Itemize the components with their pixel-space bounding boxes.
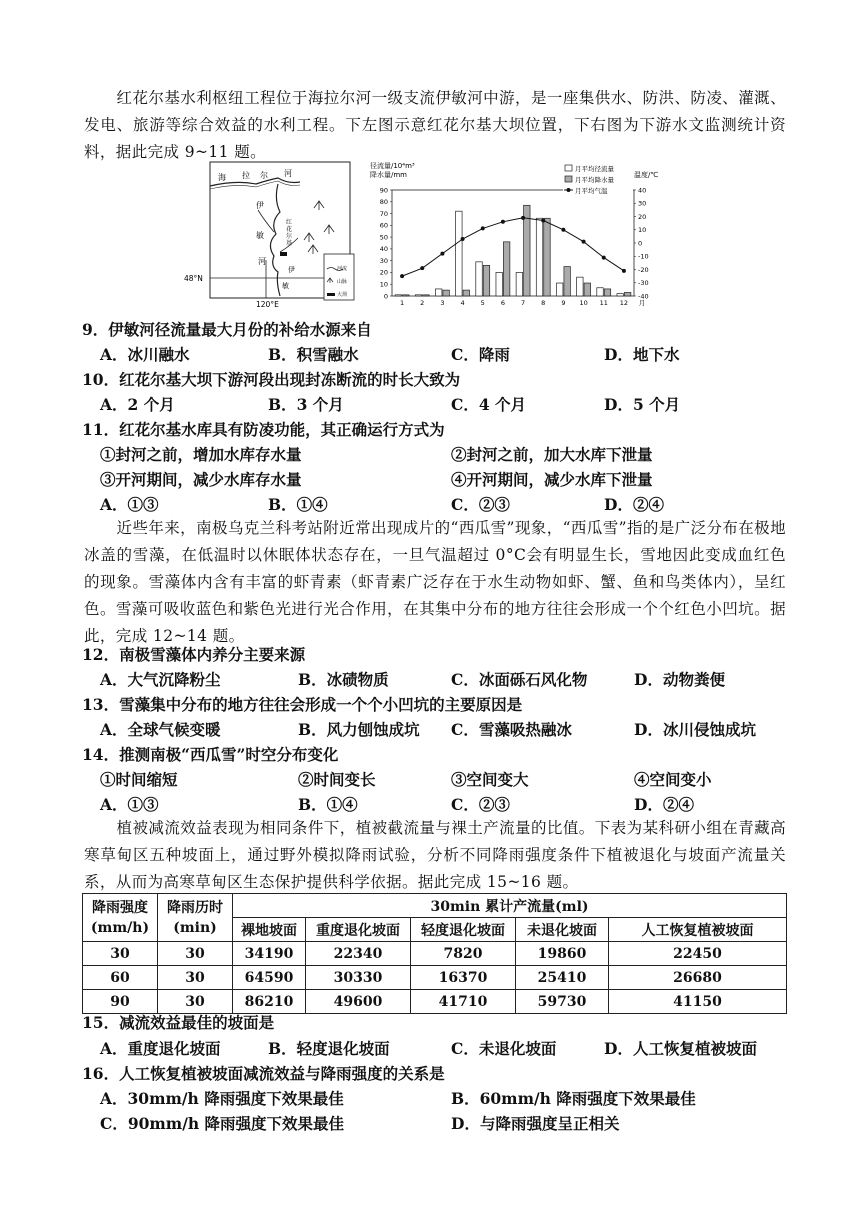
q10-option-c[interactable]: C．4 个月	[451, 395, 527, 414]
precip-bar	[503, 242, 509, 296]
y-left-tick-label: 30	[379, 256, 388, 265]
map-label-ji: 基	[286, 240, 293, 247]
y-left-tick-label: 70	[379, 209, 388, 218]
q11-item-4: ④开河期间，减少水库下泄量	[451, 470, 653, 489]
q13-stem: 13．雪藻集中分布的地方往往会形成一个个小凹坑的主要原因是	[82, 695, 523, 714]
mountain-1	[314, 201, 324, 210]
q14-option-b[interactable]: B．①④	[298, 795, 358, 814]
y-right-tick-label: 0	[638, 239, 643, 248]
map-label-er2: 尔	[286, 233, 293, 240]
map-label-hai: 海	[218, 173, 226, 182]
q15-option-a[interactable]: A．重度退化坡面	[100, 1039, 221, 1058]
table-cell: 26680	[609, 966, 787, 990]
q15-option-c[interactable]: C．未退化坡面	[451, 1039, 557, 1058]
runoff-bar	[395, 295, 401, 296]
temperature-point	[561, 228, 565, 232]
table-cell: 16370	[411, 966, 516, 990]
precip-bar	[423, 295, 429, 296]
temperature-point	[501, 220, 505, 224]
q11-option-d[interactable]: D．②④	[604, 495, 664, 514]
runoff-bar	[496, 272, 502, 296]
q9-stem: 9．伊敏河径流量最大月份的补给水源来自	[82, 320, 372, 339]
x-tick-label: 10	[579, 299, 588, 307]
temperature-line	[402, 218, 624, 276]
map-label-yi: 伊	[256, 201, 264, 210]
th-duration	[158, 894, 233, 942]
temperature-point	[420, 266, 424, 270]
th-col-severe: 重度退化坡面	[306, 918, 411, 942]
y-left-tick-label: 10	[379, 280, 388, 289]
runoff-bar	[536, 218, 542, 296]
precip-bar	[564, 267, 570, 296]
table-cell: 30	[158, 942, 233, 966]
dam-marker	[280, 252, 287, 256]
y-right-label-temp: 温度/℃	[634, 171, 659, 179]
legend-temp-label: 月平均气温	[575, 187, 608, 195]
precip-bar	[624, 292, 630, 296]
table-cell: 19860	[516, 942, 609, 966]
table-cell: 41710	[411, 990, 516, 1014]
y-left-tick-label: 0	[383, 292, 388, 301]
legend-runoff-swatch	[565, 165, 572, 171]
q16-option-d[interactable]: D．与降雨强度呈正相关	[451, 1114, 620, 1133]
runoff-table	[82, 893, 787, 1014]
map-label-he2: 河	[258, 257, 266, 266]
q10-option-a[interactable]: A．2 个月	[100, 395, 175, 414]
map-label-la: 拉	[242, 171, 250, 180]
table-cell: 30	[158, 990, 233, 1014]
q14-stem: 14．推测南极“西瓜雪”时空分布变化	[82, 745, 339, 764]
q15-option-b[interactable]: B．轻度退化坡面	[268, 1039, 390, 1058]
mountain-3	[304, 233, 314, 242]
q9-option-d[interactable]: D．地下水	[604, 345, 680, 364]
q15-stem: 15．减流效益最佳的坡面是	[82, 1013, 275, 1032]
q13-option-b[interactable]: B．风力刨蚀成坑	[298, 720, 420, 739]
y-right-tick-label: -40	[638, 292, 649, 301]
temperature-point	[541, 218, 545, 222]
yimin-river	[270, 184, 280, 296]
temperature-point	[481, 226, 485, 230]
precip-bar	[483, 265, 489, 296]
legend-precip-label: 月平均降水量	[575, 176, 614, 184]
intro-vegetation: 植被减流效益表现为相同条件下，植被截流量与裸土产流量的比值。下表为某科研小组在青藏高寒草甸区五种坡面上，通过野外模拟降雨试验，分析不同降雨强度条件下植被退化与坡面产流量关系，从而为高寒草甸区生态保护提供科学依据。据此完成 15~16 题。	[84, 819, 786, 891]
q14-option-d[interactable]: D．②④	[634, 795, 694, 814]
y-right-tick-label: 20	[638, 212, 647, 221]
q14-option-c[interactable]: C．②③	[451, 795, 510, 814]
table-cell: 22450	[609, 942, 787, 966]
plot-frame	[392, 190, 634, 296]
q14-option-a[interactable]: A．①③	[100, 795, 159, 814]
q12-option-d[interactable]: D．动物粪便	[634, 670, 725, 689]
x-tick-label: 11	[599, 299, 608, 307]
q12-option-c[interactable]: C．冰面砾石风化物	[451, 670, 588, 689]
q11-stem: 11．红花尔基水库具有防凌功能，其正确运行方式为	[82, 420, 445, 439]
temperature-point	[602, 256, 606, 260]
runoff-bar	[456, 211, 462, 296]
y-left-tick-label: 60	[379, 221, 388, 230]
x-tick-label: 2	[420, 299, 425, 307]
th-intensity-line2: (mm/h)	[90, 919, 150, 936]
chart-legend	[563, 163, 633, 199]
map-label-min: 敏	[256, 231, 264, 240]
table-cell: 86210	[233, 990, 306, 1014]
th-group: 30min 累计产流量(ml)	[233, 894, 787, 918]
legend-dam-label: 大坝	[337, 292, 348, 298]
table-row	[83, 966, 787, 990]
legend-precip-swatch	[565, 176, 572, 182]
q16-option-a[interactable]: A．30mm/h 降雨强度下效果最佳	[100, 1089, 344, 1108]
legend-temp-dot	[567, 188, 571, 192]
runoff-bar	[597, 288, 603, 296]
precip-bar	[443, 290, 449, 296]
y-right-tick-label: -30	[638, 279, 649, 288]
runoff-bar	[435, 289, 441, 296]
y-left-label-precip: 降水量/mm	[370, 171, 407, 179]
y-right-tick-label: -10	[638, 252, 649, 261]
y-left-tick-label: 40	[379, 245, 388, 254]
q14-item-4: ④空间变小	[634, 770, 712, 789]
table-cell: 59730	[516, 990, 609, 1014]
runoff-bar	[516, 272, 522, 296]
y-left-tick-label: 20	[379, 268, 388, 277]
figures	[184, 160, 682, 309]
precip-bar	[403, 295, 409, 296]
latitude-label: 48°N	[184, 274, 203, 283]
q11-option-c[interactable]: C．②③	[451, 495, 510, 514]
y-left-tick-label: 80	[379, 198, 388, 207]
q13-option-d[interactable]: D．冰川侵蚀成坑	[634, 720, 756, 739]
temperature-point	[440, 252, 444, 256]
q12-stem: 12．南极雪藻体内养分主要来源	[82, 645, 306, 664]
q10-option-d[interactable]: D．5 个月	[604, 395, 681, 414]
mountain-4	[308, 245, 318, 254]
th-duration-line1: 降雨历时	[167, 899, 223, 916]
precip-bar	[463, 290, 469, 296]
th-col-restored: 人工恢复植被坡面	[609, 918, 787, 942]
tributary-1	[258, 210, 274, 232]
x-tick-label: 1	[400, 299, 405, 307]
y-right-tick-label: 30	[638, 199, 647, 208]
y-left-tick-label: 50	[379, 233, 388, 242]
y-right-tick-label: 40	[638, 186, 647, 195]
x-tick-label: 12	[619, 299, 629, 307]
q9-option-a[interactable]: A．冰川融水	[100, 345, 190, 364]
precip-bar	[604, 289, 610, 296]
y-right-tick-label: 10	[638, 226, 647, 235]
y-left-tick-label: 90	[379, 186, 388, 195]
dam-location-map	[184, 160, 356, 309]
th-col-bare: 裸地坡面	[233, 918, 306, 942]
q16-stem: 16．人工恢复植被坡面减流效益与降雨强度的关系是	[82, 1064, 445, 1083]
q14-item-1: ①时间缩短	[100, 770, 178, 789]
longitude-label: 120°E	[256, 300, 279, 309]
q11-option-b[interactable]: B．①④	[268, 495, 328, 514]
y-right-tick-label: -20	[638, 265, 649, 274]
runoff-bar	[476, 262, 482, 296]
q12-option-a[interactable]: A．大气沉降粉尘	[100, 670, 221, 689]
x-tick-label: 7	[521, 299, 526, 307]
x-tick-label: 8	[541, 299, 546, 307]
q11-item-2: ②封河之前，加大水库下泄量	[451, 445, 653, 464]
map-label-yi2: 伊	[288, 266, 295, 274]
map-label-min2: 敏	[282, 282, 289, 290]
q9-option-b[interactable]: B．积雪融水	[268, 345, 359, 364]
map-label-hua: 花	[286, 226, 293, 233]
temperature-point	[461, 237, 465, 241]
th-col-none: 未退化坡面	[516, 918, 609, 942]
table-cell: 30	[83, 942, 158, 966]
table-cell: 30330	[306, 966, 411, 990]
q11-item-1: ①封河之前，增加水库存水量	[100, 445, 302, 464]
table-cell: 22340	[306, 942, 411, 966]
q13-option-c[interactable]: C．雪藻吸热融冰	[451, 720, 572, 739]
q10-option-b[interactable]: B．3 个月	[268, 395, 344, 414]
x-tick-label: 月	[638, 299, 646, 307]
intro-hongHuaErJi: 红花尔基水利枢纽工程位于海拉尔河一级支流伊敏河中游，是一座集供水、防洪、防凌、灌溉、发电、旅游等综合效益的水利工程。下左图示意红花尔基大坝位置，下右图为下游水文监测统计资料，据此完成 9~11 题。	[84, 89, 786, 161]
x-tick-label: 4	[460, 299, 465, 307]
q11-option-a[interactable]: A．①③	[100, 495, 159, 514]
x-tick-label: 6	[500, 299, 505, 307]
map-label-he: 河	[284, 169, 292, 178]
table-cell: 34190	[233, 942, 306, 966]
table-cell: 90	[83, 990, 158, 1014]
precip-bar	[544, 218, 550, 296]
table-cell: 64590	[233, 966, 306, 990]
q13-option-a[interactable]: A．全球气候变暖	[100, 720, 221, 739]
mountain-2	[324, 225, 334, 234]
intro-watermelon-snow: 近些年来，南极乌克兰科考站附近常出现成片的“西瓜雪”现象，“西瓜雪”指的是广泛分布在极地冰盖的雪藻，在低温时以休眠体状态存在，一旦气温超过 0°C会有明显生长，雪地因此变成血红色的现象。雪藻体内含有丰富的虾青素（虾青素广泛存在于水生动物如虾、蟹、鱼和鸟类体内），呈红色。雪藻可吸收蓝色和紫色光进行光合作用，在其集中分布的地方往往会形成一个个红色小凹坑。据此，完成 12~14 题。	[84, 519, 786, 645]
legend-mountain-label: 山脉	[337, 279, 348, 285]
q16-option-b[interactable]: B．60mm/h 降雨强度下效果最佳	[451, 1089, 696, 1108]
th-col-light: 轻度退化坡面	[411, 918, 516, 942]
q11-item-3: ③开河期间，减少水库存水量	[100, 470, 302, 489]
th-duration-line2: (min)	[173, 919, 217, 936]
x-tick-label: 9	[561, 299, 566, 307]
q15-option-d[interactable]: D．人工恢复植被坡面	[604, 1039, 757, 1058]
legend-dam-symbol	[327, 293, 335, 296]
q14-item-2: ②时间变长	[298, 770, 376, 789]
legend-river-label: 河流	[337, 266, 348, 272]
y-left-label-runoff: 径流量/10⁴m³	[370, 162, 415, 170]
hailar-river-bank	[210, 181, 300, 189]
table-cell: 41150	[609, 990, 787, 1014]
runoff-bar	[415, 295, 421, 296]
runoff-bar	[556, 283, 562, 296]
temperature-point	[582, 240, 586, 244]
runoff-bar	[617, 294, 623, 296]
table-cell: 49600	[306, 990, 411, 1014]
th-intensity	[83, 894, 158, 942]
temperature-point	[622, 269, 626, 273]
table-cell: 60	[83, 966, 158, 990]
table-cell: 30	[158, 966, 233, 990]
q10-stem: 10．红花尔基大坝下游河段出现封冻断流的时长大致为	[82, 370, 461, 389]
chart-marks	[380, 186, 649, 307]
q14-item-3: ③空间变大	[451, 770, 529, 789]
hydrology-chart	[368, 160, 670, 308]
temperature-point	[521, 216, 525, 220]
table-row	[83, 942, 787, 966]
th-intensity-line1: 降雨强度	[92, 899, 148, 916]
precip-bar	[584, 283, 590, 296]
q12-option-b[interactable]: B．冰碛物质	[298, 670, 389, 689]
map-label-hong: 红	[286, 219, 293, 226]
x-tick-label: 5	[480, 299, 485, 307]
x-tick-label: 3	[440, 299, 445, 307]
table-cell: 7820	[411, 942, 516, 966]
runoff-bar	[577, 277, 583, 296]
map-label-er: 尔	[260, 171, 268, 180]
legend-runoff-label: 月平均径流量	[575, 165, 614, 173]
table-row	[83, 990, 787, 1014]
q9-option-c[interactable]: C．降雨	[451, 345, 510, 364]
table-cell: 25410	[516, 966, 609, 990]
q16-option-c[interactable]: C．90mm/h 降雨强度下效果最佳	[100, 1114, 345, 1133]
temperature-point	[400, 274, 404, 278]
